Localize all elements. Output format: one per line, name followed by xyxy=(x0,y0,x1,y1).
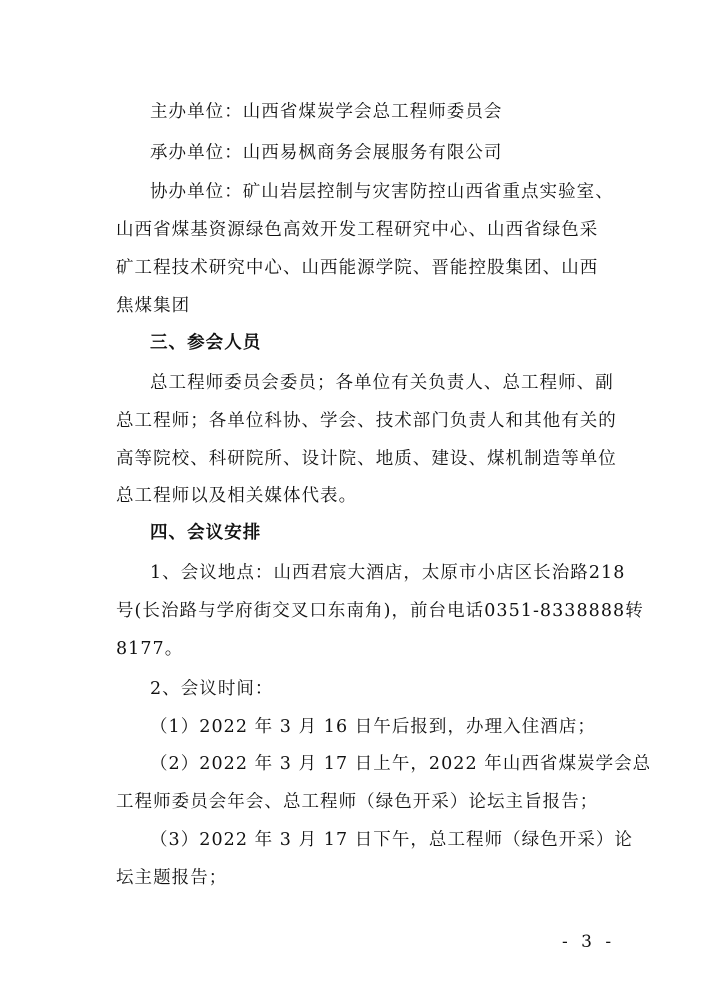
participants-line-cont: 总工程师；各单位科协、学会、技术部门负责人和其他有关的 xyxy=(116,411,617,431)
schedule-item-1: （1）2022 年 3 月 16 日午后报到，办理入住酒店； xyxy=(150,717,596,737)
schedule-item-2: （2）2022 年 3 月 17 日上午，2022 年山西省煤炭学会总 xyxy=(150,754,652,774)
undertaker-line: 承办单位：山西易枫商务会展服务有限公司 xyxy=(150,143,503,163)
co-organizer-line: 协办单位：矿山岩层控制与灾害防控山西省重点实验室、 xyxy=(150,182,614,202)
section-heading-participants: 三、参会人员 xyxy=(150,333,262,353)
participants-line: 总工程师委员会委员；各单位有关负责人、总工程师、副 xyxy=(150,373,614,393)
organizer-line: 主办单位：山西省煤炭学会总工程师委员会 xyxy=(150,102,503,122)
venue-line: 1、会议地点：山西君宸大酒店，太原市小店区长治路218 xyxy=(150,563,626,583)
participants-line-cont: 高等院校、科研院所、设计院、地质、建设、煤机制造等单位 xyxy=(116,449,617,469)
schedule-item-3: （3）2022 年 3 月 17 日下午，总工程师（绿色开采）论 xyxy=(150,830,633,850)
co-organizer-line-cont: 焦煤集团 xyxy=(116,296,191,316)
co-organizer-line-cont: 山西省煤基资源绿色高效开发工程研究中心、山西省绿色采 xyxy=(116,220,599,240)
schedule-item-2-cont: 工程师委员会年会、总工程师（绿色开采）论坛主旨报告； xyxy=(116,792,599,812)
co-organizer-line-cont: 矿工程技术研究中心、山西能源学院、晋能控股集团、山西 xyxy=(116,258,599,278)
section-heading-arrangement: 四、会议安排 xyxy=(150,523,262,543)
page-number: - 3 - xyxy=(562,932,616,952)
venue-line-cont: 8177。 xyxy=(116,639,184,659)
participants-line-cont: 总工程师以及相关媒体代表。 xyxy=(116,486,358,506)
time-heading: 2、会议时间： xyxy=(150,679,274,699)
schedule-item-3-cont: 坛主题报告； xyxy=(116,868,228,888)
venue-line-cont: 号(长治路与学府街交叉口东南角)，前台电话0351-8338888转 xyxy=(116,601,644,621)
